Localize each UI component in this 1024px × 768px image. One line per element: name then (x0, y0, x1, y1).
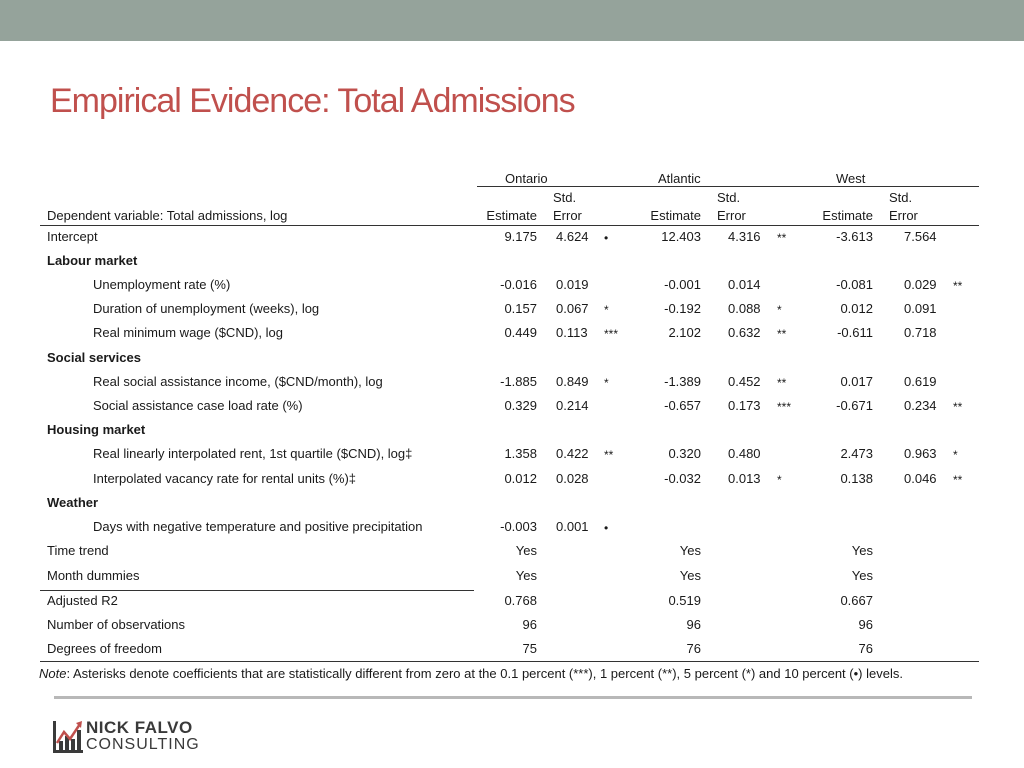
logo-line1: NICK FALVO (86, 718, 193, 737)
table-cell: 7.564 (904, 229, 937, 244)
section-heading: Housing market (47, 422, 146, 437)
error-label-ontario: Error (553, 208, 582, 223)
row-label: Real linearly interpolated rent, 1st quartile ($CND), log‡ (93, 446, 413, 461)
significance-marker: * (777, 473, 782, 487)
row-label: Degrees of freedom (47, 641, 162, 656)
table-note (39, 666, 903, 682)
table-cell: 4.624 (556, 229, 589, 244)
table-cell: -0.081 (836, 277, 873, 292)
table-cell: 0.768 (504, 593, 537, 608)
table-cell: -1.389 (664, 374, 701, 389)
note-italic: Note (39, 666, 67, 681)
table-cell: 76 (686, 641, 701, 656)
row-label: Number of observations (47, 617, 186, 632)
row-label: Days with negative temperature and positive precipitation (93, 519, 423, 534)
note-text: : Asterisks denote coefficients that are statistically different from zero at the 0.1 percent (***), 1 percent (**), 5 percent (*) and 10 percent (•) levels. (66, 666, 903, 681)
significance-marker: ** (953, 473, 963, 487)
group-header-ontario: Ontario (505, 171, 548, 186)
table-cell: 2.102 (668, 325, 701, 340)
table-cell: 1.358 (504, 446, 537, 461)
header-bottom-rule (40, 225, 979, 226)
significance-marker: • (604, 231, 609, 245)
std-label-atlantic: Std. (717, 190, 741, 205)
significance-marker: • (604, 521, 609, 535)
table-cell: 0.480 (728, 446, 761, 461)
table-cell: 0.320 (668, 446, 701, 461)
footer-divider (54, 696, 972, 699)
logo-line2: CONSULTING (86, 736, 200, 753)
table-cell: 0.449 (504, 325, 537, 340)
table-cell: 0.173 (728, 398, 761, 413)
row-label: Real social assistance income, ($CND/month), log (93, 374, 383, 389)
table-cell: -0.016 (500, 277, 537, 292)
significance-marker: * (604, 303, 609, 317)
table-cell: 0.963 (904, 446, 937, 461)
table-cell: 0.849 (556, 374, 589, 389)
table-cell: 0.017 (840, 374, 873, 389)
table-cell: 0.091 (904, 301, 937, 316)
section-heading: Labour market (47, 253, 138, 268)
significance-marker: * (777, 303, 782, 317)
table-cell: 2.473 (840, 446, 873, 461)
estimate-label-atlantic: Estimate (650, 208, 701, 223)
std-label-ontario: Std. (553, 190, 577, 205)
row-label: Duration of unemployment (weeks), log (93, 301, 320, 316)
table-cell: 0.422 (556, 446, 589, 461)
table-cell: -0.032 (664, 471, 701, 486)
table-cell: 0.014 (728, 277, 761, 292)
table-cell: 4.316 (728, 229, 761, 244)
significance-marker: ** (953, 400, 963, 414)
stats-separator-rule (40, 590, 474, 591)
table-cell: 96 (522, 617, 537, 632)
estimate-label-west: Estimate (822, 208, 873, 223)
table-cell: -0.671 (836, 398, 873, 413)
table-cell: 0.329 (504, 398, 537, 413)
table-cell: 0.001 (556, 519, 589, 534)
estimate-label-ontario: Estimate (486, 208, 537, 223)
significance-marker: ** (953, 279, 963, 293)
error-label-atlantic: Error (717, 208, 746, 223)
table-cell: 96 (858, 617, 873, 632)
section-heading: Weather (47, 495, 99, 510)
chart-logo-icon (52, 719, 84, 755)
table-cell: 0.088 (728, 301, 761, 316)
table-cell: -0.611 (837, 325, 873, 340)
table-cell: 0.632 (728, 325, 761, 340)
row-label: Interpolated vacancy rate for rental units (%)‡ (93, 471, 357, 486)
significance-marker: ** (777, 231, 787, 245)
row-label: Intercept (47, 229, 98, 244)
significance-marker: *** (604, 327, 619, 341)
table-cell: 96 (686, 617, 701, 632)
table-cell: 0.029 (904, 277, 937, 292)
table-cell: -0.001 (664, 277, 701, 292)
table-cell: Yes (679, 543, 701, 558)
table-cell: 0.138 (840, 471, 873, 486)
significance-marker: ** (777, 327, 787, 341)
row-label: Real minimum wage ($CND), log (93, 325, 283, 340)
section-heading: Social services (47, 350, 141, 365)
table-cell: 0.012 (840, 301, 873, 316)
table-cell: 75 (522, 641, 537, 656)
group-header-rule (477, 186, 979, 187)
table-cell: -3.613 (836, 229, 873, 244)
table-cell: 0.012 (504, 471, 537, 486)
table-cell: Yes (679, 568, 701, 583)
table-cell: 0.234 (904, 398, 937, 413)
std-label-west: Std. (889, 190, 913, 205)
table-cell: 76 (858, 641, 873, 656)
table-cell: 9.175 (504, 229, 537, 244)
table-cell: 0.067 (556, 301, 589, 316)
table-cell: 0.019 (556, 277, 589, 292)
significance-marker: * (953, 448, 958, 462)
row-label: Adjusted R2 (47, 593, 118, 608)
significance-marker: ** (777, 376, 787, 390)
group-header-atlantic: Atlantic (658, 171, 701, 186)
table-cell: 12.403 (661, 229, 701, 244)
table-cell: 0.619 (904, 374, 937, 389)
nick-falvo-logo (52, 717, 222, 757)
table-cell: -1.885 (500, 374, 537, 389)
table-cell: Yes (851, 543, 873, 558)
table-cell: 0.718 (904, 325, 937, 340)
table-cell: Yes (515, 543, 537, 558)
row-label: Unemployment rate (%) (93, 277, 231, 292)
table-cell: 0.214 (556, 398, 589, 413)
page-title: Empirical Evidence: Total Admissions (50, 82, 575, 120)
table-cell: 0.452 (728, 374, 761, 389)
table-bottom-rule (40, 661, 979, 662)
row-label: Month dummies (47, 568, 140, 583)
significance-marker: *** (777, 400, 792, 414)
table-cell: 0.113 (556, 325, 588, 340)
table-cell: 0.667 (840, 593, 873, 608)
significance-marker: ** (604, 448, 614, 462)
table-cell: Yes (851, 568, 873, 583)
table-cell: -0.657 (664, 398, 701, 413)
dependent-variable-label: Dependent variable: Total admissions, log (47, 208, 288, 223)
table-cell: 0.013 (728, 471, 761, 486)
table-cell: 0.028 (556, 471, 589, 486)
table-cell: Yes (515, 568, 537, 583)
table-cell: -0.003 (500, 519, 537, 534)
table-cell: 0.519 (668, 593, 701, 608)
group-header-west: West (836, 171, 866, 186)
table-cell: 0.046 (904, 471, 937, 486)
significance-marker: * (604, 376, 609, 390)
row-label: Social assistance case load rate (%) (93, 398, 303, 413)
row-label: Time trend (47, 543, 109, 558)
table-cell: 0.157 (504, 301, 537, 316)
table-cell: -0.192 (664, 301, 701, 316)
error-label-west: Error (889, 208, 918, 223)
